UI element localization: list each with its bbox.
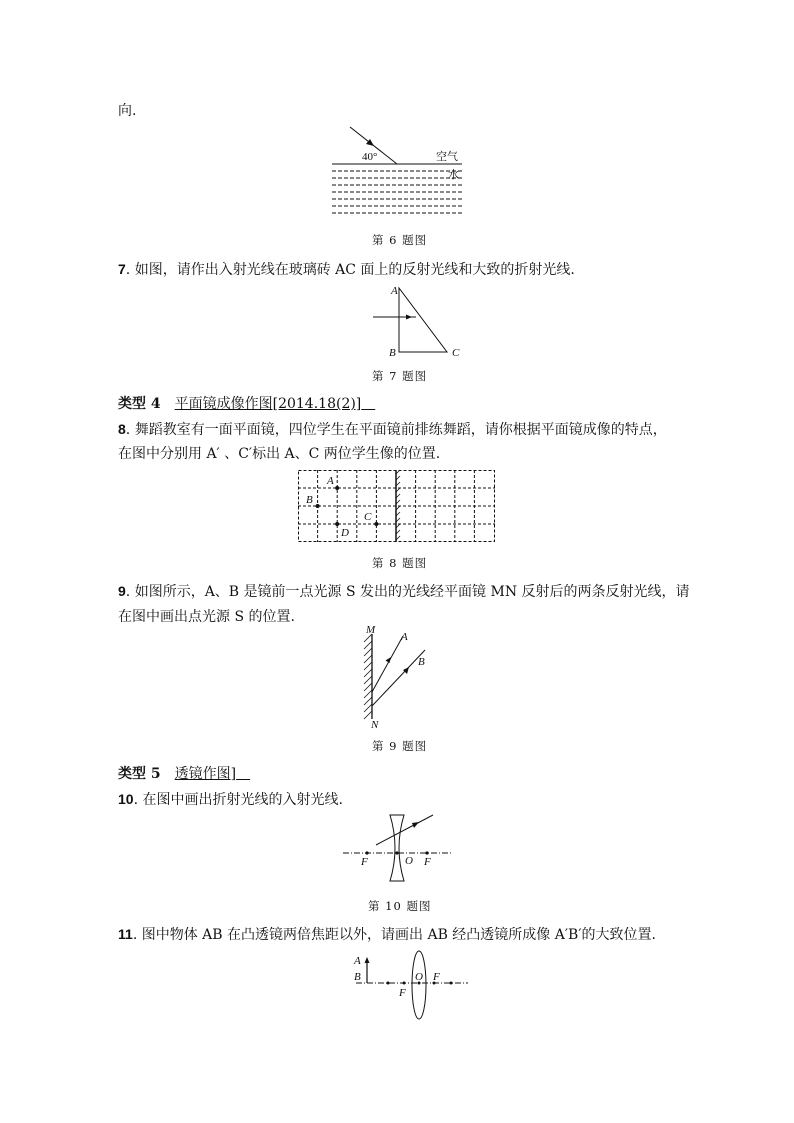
label-c: C (452, 347, 460, 359)
label-b: B (306, 494, 313, 506)
question-number: 9 (118, 583, 126, 599)
label-f-right: F (433, 971, 440, 983)
question-number: 8 (118, 421, 126, 437)
figure-11 (350, 948, 475, 1023)
figure-8-caption: 第 8 题图 (372, 556, 428, 570)
question-9-line-1 (118, 581, 690, 601)
label-a: A (354, 955, 361, 967)
prev-question-tail: 向. (118, 103, 137, 119)
question-7 (118, 259, 575, 279)
label-a: A (327, 475, 334, 487)
label-f-right: F (424, 856, 431, 868)
question-number: 7 (118, 261, 126, 277)
label-b: B (418, 656, 425, 668)
ray-arrow-icon (412, 822, 419, 828)
figure-8-grid (298, 470, 498, 544)
figure-6-caption: 第 6 题图 (372, 233, 428, 247)
label-b: B (389, 347, 396, 359)
label-m: M (366, 624, 376, 636)
label-d: D (341, 527, 349, 539)
figure-6 (330, 124, 470, 224)
question-text: . 如图所示，A、B 是镜前一点光源 S 发出的光线经平面镜 MN 反射后的两条反射光线，请 (125, 584, 690, 600)
figure-9-caption: 第 9 题图 (372, 739, 428, 753)
refracted-ray (376, 815, 433, 845)
figure-9 (360, 624, 440, 734)
ray-arrow-icon (406, 315, 412, 320)
question-8-line-2: 在图中分别用 A′ 、C′标出 A、C 两位学生像的位置. (118, 446, 441, 462)
type-label: 类型 4 (118, 396, 161, 412)
question-10 (118, 789, 343, 809)
type-title: 平面镜成像作图[2014.18(2)] (174, 396, 362, 412)
concave-lens (390, 815, 404, 881)
question-text: . 如图，请作出入射光线在玻璃砖 AC 面上的反射光线和大致的折射光线. (125, 262, 575, 278)
label-o: O (405, 855, 413, 867)
glass-brick (399, 288, 447, 352)
angle-label: 40° (362, 151, 378, 163)
water-label: 水 (448, 168, 459, 181)
figure-10-caption: 第 10 题图 (368, 899, 432, 913)
label-a: A (401, 631, 408, 643)
student-c-dot (374, 522, 378, 526)
ray-arrow-icon (386, 657, 392, 663)
student-b-dot (316, 504, 320, 508)
figure-7-caption: 第 7 题图 (372, 369, 428, 383)
figure-7 (368, 282, 468, 362)
label-n: N (371, 719, 379, 731)
object-arrow-icon (365, 957, 370, 963)
question-11 (118, 924, 656, 944)
water-dashes (332, 171, 462, 213)
reflected-ray-a (372, 636, 403, 692)
label-c: C (364, 511, 372, 523)
question-text: . 图中物体 AB 在凸透镜两倍焦距以外，请画出 AB 经凸透镜所成像 A′B′的大致位置. (132, 927, 656, 943)
student-d-dot (335, 522, 339, 526)
convex-lens (412, 951, 426, 1019)
figure-10 (340, 812, 460, 892)
label-f-left: F (361, 856, 368, 868)
label-f-left: F (399, 987, 406, 999)
type-4-heading (118, 393, 375, 413)
label-o: O (415, 971, 423, 983)
type-5-heading (118, 763, 250, 783)
label-b: B (354, 971, 361, 983)
type-label: 类型 5 (118, 766, 161, 782)
air-label: 空气 (436, 150, 458, 163)
question-number: 11 (118, 926, 133, 942)
type-title: 透镜作图] (174, 766, 237, 782)
question-number: 10 (118, 791, 134, 807)
student-a-dot (335, 486, 339, 490)
label-a: A (391, 285, 398, 297)
question-9-line-2: 在图中画出点光源 S 的位置. (118, 609, 295, 625)
question-text: . 在图中画出折射光线的入射光线. (133, 792, 343, 808)
question-text: . 舞蹈教室有一面平面镜，四位学生在平面镜前排练舞蹈，请你根据平面镜成像的特点， (125, 422, 667, 438)
question-8-line-1 (118, 419, 667, 439)
